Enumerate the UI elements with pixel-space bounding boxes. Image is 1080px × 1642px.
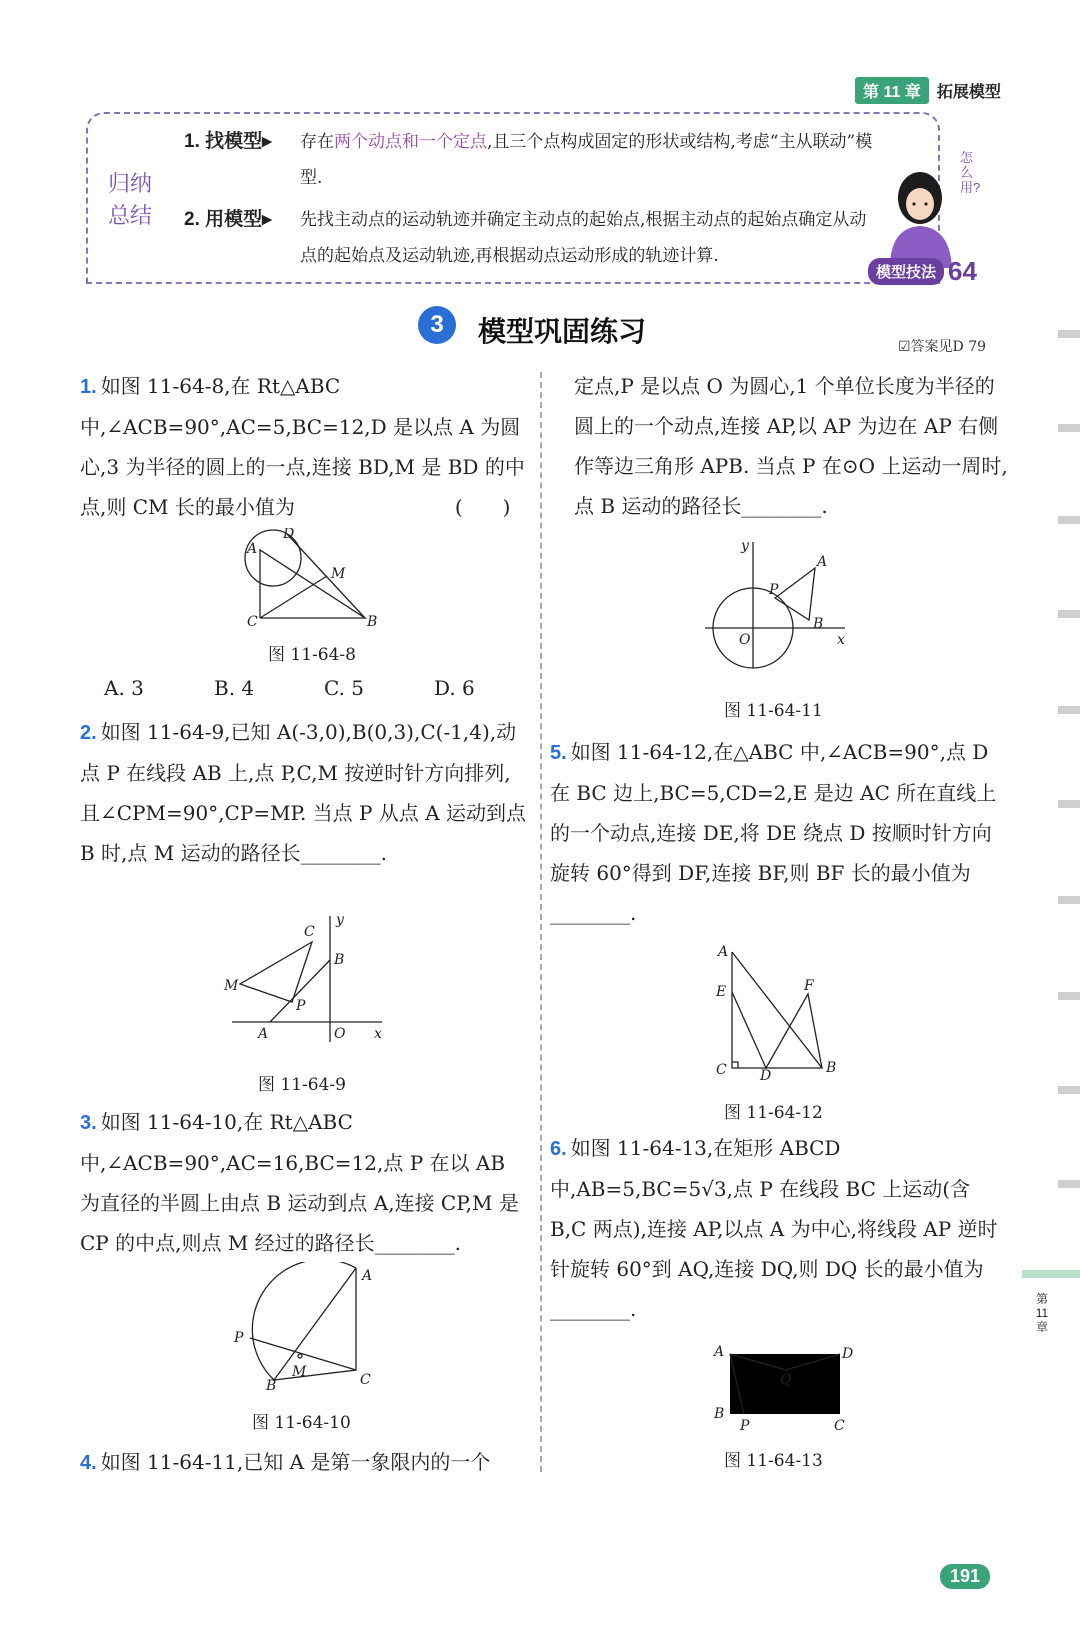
label-a: A <box>247 541 258 557</box>
label-c: C <box>304 924 315 940</box>
label-c: C <box>247 614 258 628</box>
label-x: x <box>374 1026 382 1042</box>
summary-label-line1: 归纳 <box>108 171 153 196</box>
figure-11-64-9 <box>222 912 392 1047</box>
label-p: P <box>296 998 306 1014</box>
find-model-heading: 1. 找模型▸ <box>184 131 272 152</box>
edge-tab <box>1058 516 1080 524</box>
label-m: M <box>224 978 239 994</box>
label-y: y <box>336 912 344 928</box>
figure-11-64-10 <box>230 1262 380 1392</box>
figure-caption: 图 11-64-10 <box>252 1413 351 1433</box>
problem-5 <box>550 732 1010 933</box>
label-b: B <box>813 616 824 632</box>
label-m: M <box>292 1364 307 1380</box>
problem-text: 如图 11-64-9,已知 A(-3,0),B(0,3),C(-1,4),动点 P 在线段 AB 上,点 P,C,M 按逆时针方向排列,且∠CPM=90°,CP=MP. 当点 P 从点 A 运动到点 B 时,点 M 运动的路径长________. <box>80 720 527 865</box>
summary-label <box>108 168 168 232</box>
problem-1 <box>80 366 530 527</box>
problem-number: 4. <box>80 1452 97 1474</box>
label-a: A <box>817 554 828 570</box>
label-f: F <box>804 978 814 994</box>
chapter-side-bar <box>1022 1270 1080 1278</box>
label-c: C <box>834 1418 845 1432</box>
figure-11-64-12 <box>710 942 850 1082</box>
use-model-heading: 2. 用模型▸ <box>184 209 272 230</box>
find-text-a: 存在 <box>300 132 334 152</box>
label-p: P <box>234 1330 244 1346</box>
label-a: A <box>258 1026 269 1042</box>
problem-number: 2. <box>80 722 97 744</box>
edge-tab <box>1058 992 1080 1000</box>
girl-illustration <box>880 158 960 268</box>
section-title: 模型巩固练习 <box>478 316 647 347</box>
skill-number: 64 <box>948 255 977 286</box>
figure-caption: 图 11-64-13 <box>724 1451 823 1471</box>
section-number: 3 <box>418 306 456 344</box>
edge-tab <box>1058 610 1080 618</box>
edge-tab <box>1058 800 1080 808</box>
label-a: A <box>714 1344 725 1360</box>
figure-11-64-13 <box>706 1342 856 1432</box>
label-e: E <box>716 984 727 1000</box>
column-divider <box>540 372 542 1472</box>
problem-text: 如图 11-64-11,已知 A 是第一象限内的一个 <box>100 1450 491 1474</box>
label-m: M <box>331 566 346 582</box>
chapter-tag <box>855 78 1001 102</box>
edge-tab <box>1058 1086 1080 1094</box>
edge-tab <box>1058 424 1080 432</box>
figure-caption: 图 11-64-12 <box>724 1103 823 1123</box>
option-d: D. 6 <box>434 676 475 700</box>
problem-number: 6. <box>550 1138 567 1160</box>
edge-tab <box>1058 896 1080 904</box>
label-c: C <box>360 1372 371 1388</box>
problem-4-continued: 定点,P 是以点 O 为圆心,1 个单位长度为半径的圆上的一个动点,连接 AP,以 AP 为边在 AP 右侧作等边三角形 APB. 当点 P 在⊙O 上运动一周时,点 B 运动的路径长________. <box>574 374 1008 518</box>
label-p: P <box>740 1418 750 1432</box>
problem-1-options <box>104 676 544 700</box>
find-text-c: ,且三个点构成固定的形状或结构,考虑“主从联动”模型. <box>300 132 873 188</box>
label-b: B <box>266 1378 277 1392</box>
option-a: A. 3 <box>104 676 144 700</box>
problem-number: 3. <box>80 1112 97 1134</box>
problem-text: 如图 11-64-8,在 Rt△ABC 中,∠ACB=90°,AC=5,BC=12,D 是以点 A 为圆心,3 为半径的圆上的一点,连接 BD,M 是 BD 的中点,则 CM 长的最小值为 ( ) <box>80 374 525 519</box>
figure-caption: 图 11-64-9 <box>258 1075 346 1095</box>
problem-6 <box>550 1128 1010 1329</box>
problem-text: 如图 11-64-13,在矩形 ABCD 中,AB=5,BC=5√3,点 P 在线段 BC 上运动(含 B,C 两点),连接 AP,以点 A 为中心,将线段 AP 逆时针旋转 60°到 AQ,连接 DQ,则 DQ 长的最小值为________. <box>550 1136 998 1321</box>
label-p: P <box>769 582 779 598</box>
find-text-highlight: 两个动点和一个定点 <box>334 132 487 152</box>
how-to-use-text: 怎么用? <box>960 150 981 195</box>
chapter-name: 拓展模型 <box>936 83 1001 101</box>
summary-label-line2: 总结 <box>108 203 153 228</box>
page-number: 191 <box>940 1564 990 1589</box>
answer-reference: ☑答案见D 79 <box>898 339 987 355</box>
label-y: y <box>741 538 749 554</box>
label-c: C <box>716 1062 727 1078</box>
label-b: B <box>714 1406 725 1422</box>
use-model-text: 先找主动点的运动轨迹并确定主动点的起始点,根据主动点的起始点确定从动点的起始点及运动轨迹,再根据动点运动形成的轨迹计算. <box>300 210 867 266</box>
figure-caption: 图 11-64-8 <box>268 645 356 665</box>
label-a: A <box>362 1268 373 1284</box>
skill-badge <box>868 255 977 286</box>
edge-tab <box>1058 330 1080 338</box>
figure-caption: 图 11-64-11 <box>724 701 823 721</box>
label-q: Q <box>780 1372 792 1388</box>
label-b: B <box>334 952 345 968</box>
label-a: A <box>718 944 729 960</box>
label-d: D <box>283 528 295 542</box>
problem-4 <box>80 1442 530 1483</box>
problem-number: 5. <box>550 742 567 764</box>
label-x: x <box>837 632 845 648</box>
problem-2 <box>80 712 530 873</box>
edge-tab <box>1058 706 1080 714</box>
problem-text: 如图 11-64-10,在 Rt△ABC 中,∠ACB=90°,AC=16,BC=12,点 P 在以 AB 为直径的半圆上由点 B 运动到点 A,连接 CP,M 是 CP 的中点,则点 M 经过的路径长________. <box>80 1110 519 1255</box>
chapter-side-label: 第11章 <box>1035 1292 1049 1334</box>
edge-tab <box>1058 1180 1080 1188</box>
figure-11-64-8 <box>235 528 395 628</box>
problem-number: 1. <box>80 376 97 398</box>
label-b: B <box>826 1060 837 1076</box>
label-b: B <box>367 614 378 628</box>
figure-11-64-11 <box>705 538 855 673</box>
problem-text: 如图 11-64-12,在△ABC 中,∠ACB=90°,点 D 在 BC 边上,BC=5,CD=2,E 是边 AC 所在直线上的一个动点,连接 DE,将 DE 绕点 D 按顺时针方向旋转 60°得到 DF,连接 BF,则 BF 长的最小值为________. <box>550 740 997 925</box>
label-o: O <box>334 1026 346 1042</box>
label-d: D <box>842 1346 854 1362</box>
label-o: O <box>739 632 751 648</box>
option-c: C. 5 <box>324 676 365 700</box>
problem-3 <box>80 1102 530 1263</box>
option-b: B. 4 <box>214 676 255 700</box>
find-model-text <box>300 124 880 196</box>
chapter-number: 第 11 章 <box>855 77 929 104</box>
skill-label: 模型技法 <box>868 258 944 285</box>
label-d: D <box>760 1068 772 1082</box>
